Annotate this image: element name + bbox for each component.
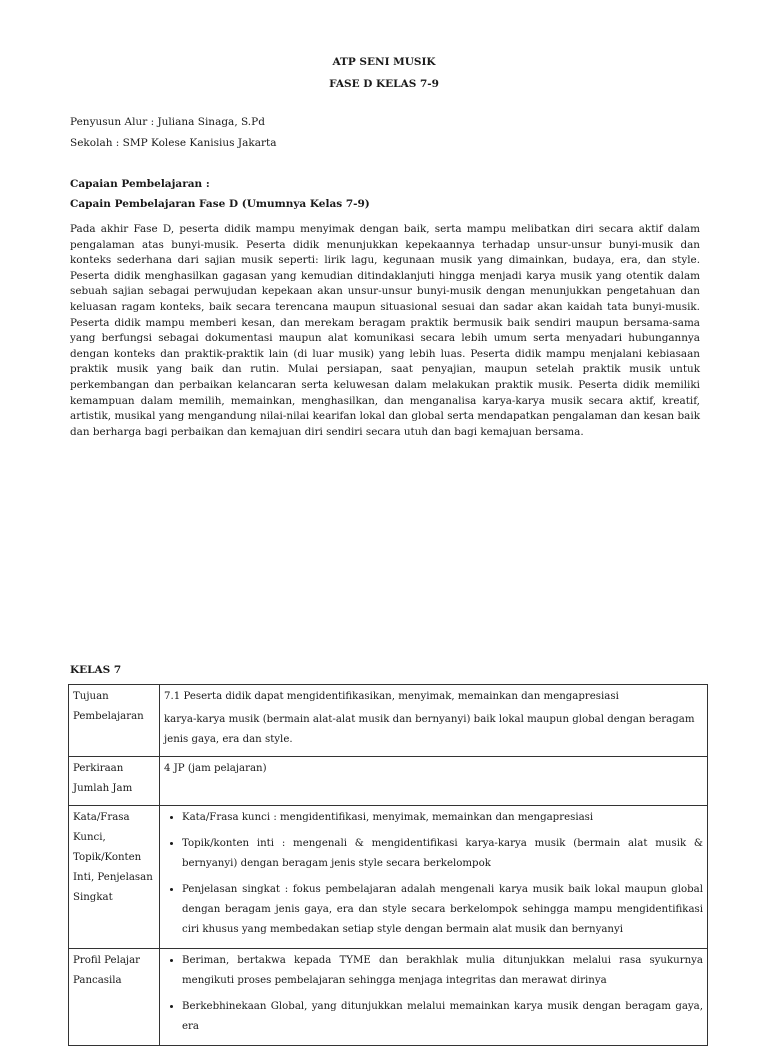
list-item: • Beriman, bertakwa kepada TYME dan berakhlak mulia ditunjukkan melalui rasa syukurnya mengikuti proses pembelajaran sehingga menjaga integritas dan merawat dirinya [182, 951, 703, 991]
bullet-list [164, 951, 703, 1037]
atp-table [68, 684, 708, 1046]
list-item: • Topik/konten inti : mengenali & mengidentifikasi karya-karya musik (bermain alat musik & bernyanyi) dengan beragam jenis style secara berkelompok [182, 834, 703, 874]
list-item: • Penjelasan singkat : fokus pembelajaran adalah mengenali karya musik baik lokal maupun global dengan beragam jenis gaya, era dan style secara berkelompok sehingga mampu mengidentifikasi ciri khusus yang membedakan setiap style dengan bermain alat musik dan bernyanyi [182, 880, 703, 940]
kelas-heading: KELAS 7 [70, 664, 122, 676]
row-label: Kata/Frasa Kunci, Topik/Konten Inti, Penjelasan Singkat [69, 806, 160, 949]
bullet-list [164, 808, 703, 940]
capaian-subheading: Capain Pembelajaran Fase D (Umumnya Kelas 7-9) [70, 198, 370, 210]
list-item: • Kata/Frasa kunci : mengidentifikasi, menyimak, memainkan dan mengapresiasi [182, 808, 703, 828]
table-row [69, 949, 708, 1046]
capaian-paragraph: Pada akhir Fase D, peserta didik mampu menyimak dengan baik, serta mampu melibatkan diri secara aktif dalam pengalaman atas bunyi-musik. Peserta didik menunjukkan kepekaannya terhadap unsur-unsur bunyi-musik dan konteks sederhana dari sajian musik seperti: lirik lagu, kegunaan musik yang dimainkan, budaya, era, dan style. Peserta didik menghasilkan gagasan yang kemudian ditindaklanjuti hingga menjadi karya musik yang otentik dalam sebuah sajian sebagai perwujudan kepekaan akan unsur-unsur bunyi-musik dengan menunjukkan pengetahuan dan keluasan ragam konteks, baik secara terencana maupun situasional sesuai dan sadar akan kaidah tata bunyi-musik. Peserta didik mampu memberi kesan, dan merekam beragam praktik bermusik baik sendiri maupun bersama-sama yang berfungsi sebagai dokumentasi maupun alat komunikasi secara lebih umum serta menyadari hubungannya dengan konteks dan praktik-praktik lain (di luar musik) yang lebih luas. Peserta didik mampu menjalani kebiasaan praktik musik yang baik dan rutin. Mulai persiapan, saat penyajian, maupun setelah praktik musik untuk perkembangan dan perbaikan kelancaran serta keluwesan dalam melakukan praktik musik. Peserta didik memiliki kemampuan dalam memilih, memainkan, menghasilkan, dan menganalisa karya-karya musik secara aktif, kreatif, artistik, musikal yang mengandung nilai-nilai kearifan lokal dan global serta mendapatkan pengalaman dan kesan baik dan berharga bagi perbaikan dan kemajuan diri sendiri secara utuh dan bagi kemajuan bersama. [70, 223, 700, 438]
author-line: Penyusun Alur : Juliana Sinaga, S.Pd [70, 116, 265, 128]
row-label: Tujuan Pembelajaran [69, 685, 160, 757]
objective-line: karya-karya musik (bermain alat-alat musik dan bernyanyi) baik lokal maupun global dengan beragam jenis gaya, era dan style. [164, 714, 695, 745]
table-row [69, 685, 708, 757]
document-subtitle: FASE D KELAS 7-9 [329, 78, 439, 90]
table-row [69, 757, 708, 806]
row-content [160, 685, 708, 757]
document-title: ATP SENI MUSIK [332, 56, 436, 68]
row-content [160, 949, 708, 1046]
row-content: 4 JP (jam pelajaran) [160, 757, 708, 806]
objective-line: 7.1 Peserta didik dapat mengidentifikasikan, menyimak, memainkan dan mengapresiasi [164, 691, 619, 702]
row-content [160, 806, 708, 949]
list-item: • Berkebhinekaan Global, yang ditunjukkan melalui memainkan karya musik dengan beragam gaya, era [182, 997, 703, 1037]
row-label: Perkiraan Jumlah Jam [69, 757, 160, 806]
row-label: Profil Pelajar Pancasila [69, 949, 160, 1046]
school-line: Sekolah : SMP Kolese Kanisius Jakarta [70, 137, 277, 149]
table-row [69, 806, 708, 949]
capaian-heading: Capaian Pembelajaran : [70, 178, 210, 190]
